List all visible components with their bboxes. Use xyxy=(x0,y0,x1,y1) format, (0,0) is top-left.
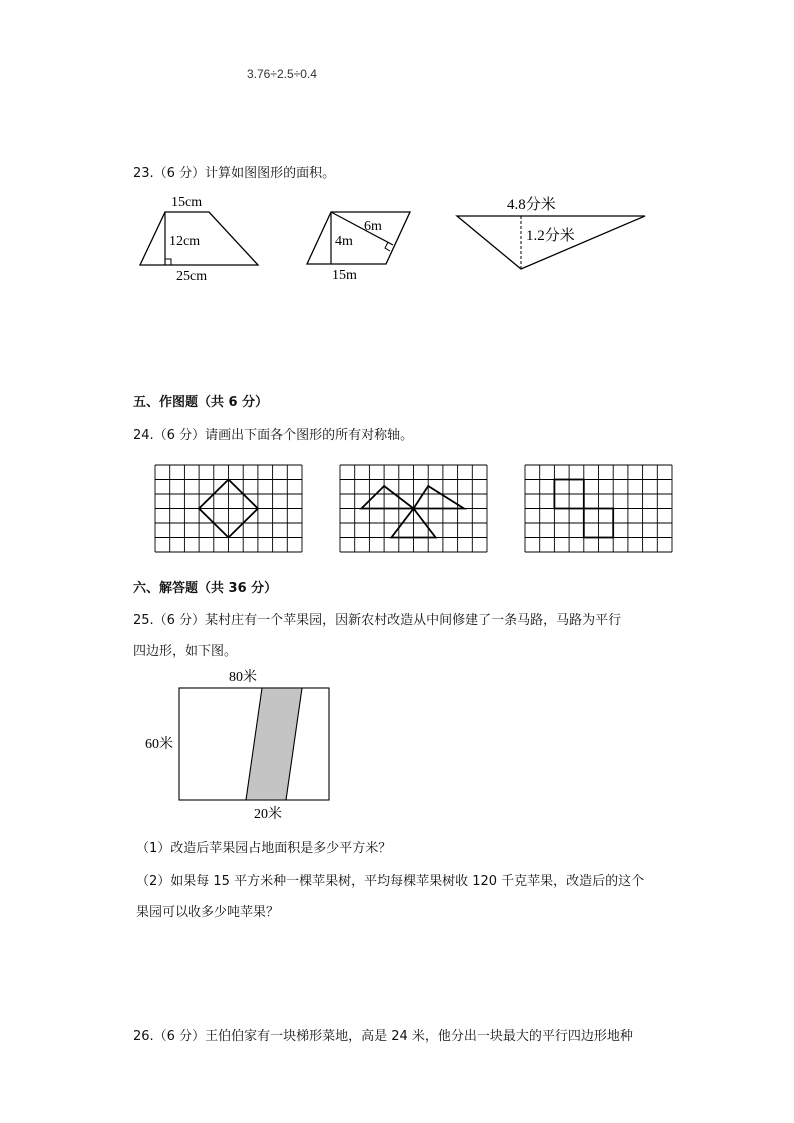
question-23-text: 23.（6 分）计算如图图形的面积。 xyxy=(133,166,336,181)
trapezoid-bottom-label: 25cm xyxy=(176,269,208,284)
question-25-sub-2-line-2: 果园可以收多少吨苹果？ xyxy=(136,905,280,920)
triangle-base-label: 4.8分米 xyxy=(507,197,556,213)
trapezoid-top-label: 15cm xyxy=(171,195,203,210)
orchard-height-label: 60米 xyxy=(145,737,173,752)
question-25-line-1: 25.（6 分）某村庄有一个苹果园，因新农村改造从中间修建了一条马路，马路为平行 xyxy=(133,613,622,628)
question-25-sub-2-line-1: （2）如果每 15 平方米种一棵苹果树，平均每棵苹果树收 120 千克苹果，改造后的这个 xyxy=(136,874,645,889)
question-25-line-2: 四边形，如下图。 xyxy=(133,644,238,659)
orchard-width-label: 80米 xyxy=(229,670,257,685)
triangle-height-label: 1.2分米 xyxy=(526,228,575,244)
section-5-title: 五、作图题（共 6 分） xyxy=(133,395,269,410)
parallelogram-figure xyxy=(300,200,415,294)
question-25-sub-1: （1）改造后苹果园占地面积是多少平方米？ xyxy=(136,841,392,856)
grid-diamond xyxy=(154,464,304,558)
grid-squares xyxy=(524,464,674,558)
section-6-title: 六、解答题（共 36 分） xyxy=(133,581,278,596)
parallelogram-height-label: 4m xyxy=(335,234,353,249)
trapezoid-figure xyxy=(133,188,268,292)
parallelogram-slant-height-label: 6m xyxy=(364,219,382,234)
question-24-text: 24.（6 分）请画出下面各个图形的所有对称轴。 xyxy=(133,428,414,443)
trapezoid-height-label: 12cm xyxy=(169,234,201,249)
grid-triangles xyxy=(339,464,489,558)
triangle-figure xyxy=(452,190,652,279)
road-width-label: 20米 xyxy=(254,807,282,822)
parallelogram-base-label: 15m xyxy=(332,268,357,283)
calc-expression: 3.76÷2.5÷0.4 xyxy=(247,67,317,81)
question-26-text: 26.（6 分）王伯伯家有一块梯形菜地，高是 24 米，他分出一块最大的平行四边形地种 xyxy=(133,1029,633,1044)
orchard-figure xyxy=(140,664,340,828)
